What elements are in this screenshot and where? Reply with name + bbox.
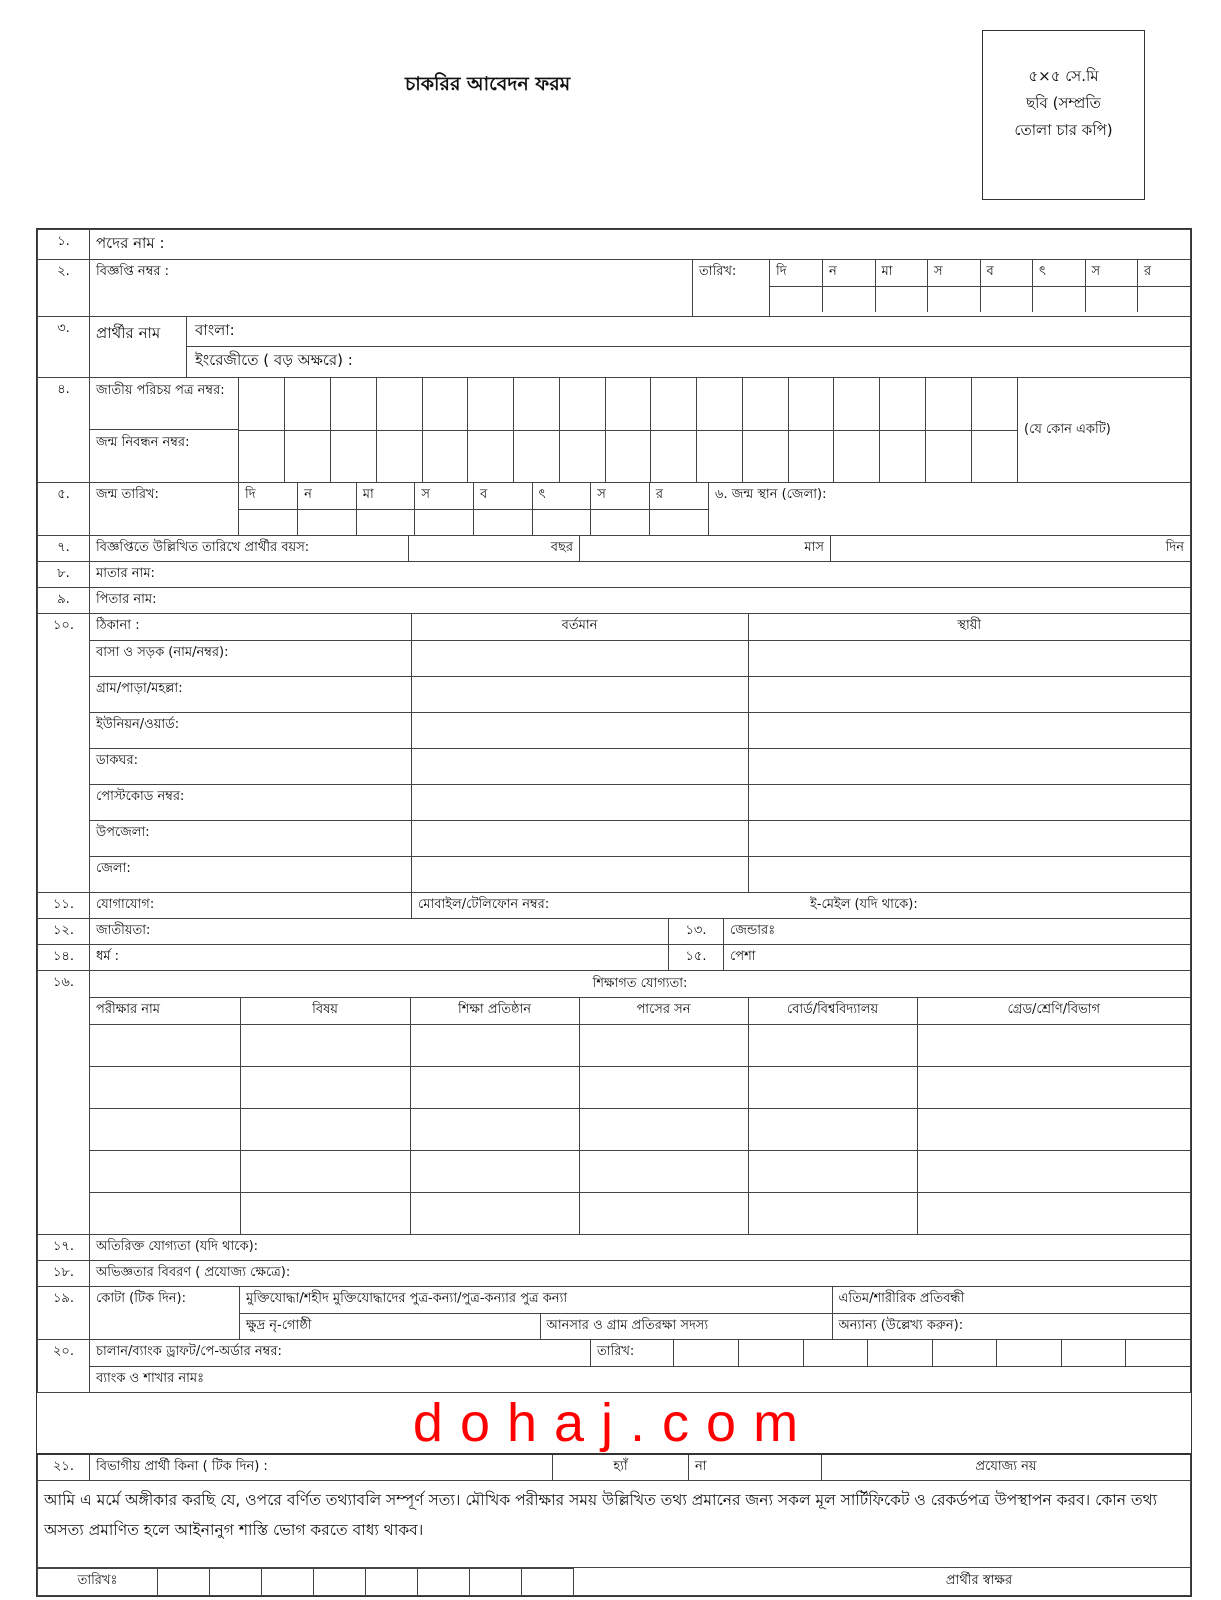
permanent-address-input[interactable] [748,712,1190,748]
date-cell-input[interactable] [1085,286,1138,312]
photo-note-1: ছবি (সম্প্রতি [1026,94,1101,112]
form-title: চাকরির আবেদন ফরম [405,73,571,95]
education-heading: শিক্ষাগত যোগ্যতা: [90,971,1190,998]
date-cell-input[interactable] [649,509,708,535]
date-cell-label: ন [823,260,876,286]
education-cell[interactable] [240,1192,410,1234]
present-address-input[interactable] [411,784,748,820]
date-cell-label: ৎ [1033,260,1086,286]
address-field-label: ইউনিয়ন/ওয়ার্ড: [90,712,411,748]
row-num: ১১. [38,893,90,919]
row-num: ১৪. [38,945,90,971]
occupation-field[interactable] [724,945,1191,970]
education-cell[interactable] [410,1108,579,1150]
nid-digit-cell[interactable] [834,378,880,430]
footer-date-cell[interactable] [470,1569,522,1595]
applicant-name-label: প্রার্থীর নাম [90,317,187,377]
phone-label: মোবাইল/টেলিফোন নম্বর: [418,897,550,912]
present-address-input[interactable] [411,640,748,676]
nid-digit-cell[interactable] [376,378,422,430]
education-cell[interactable] [917,1192,1190,1234]
education-cell[interactable] [748,1066,917,1108]
post-name-field[interactable] [90,230,1191,260]
date-cell-label: ব [474,483,533,509]
education-cell[interactable] [748,1150,917,1192]
education-cell[interactable] [917,1024,1190,1066]
birth-reg-digit-cell[interactable] [742,430,788,482]
challan-date-cell[interactable] [868,1340,933,1366]
date-cell-label: স [415,483,474,509]
education-cell[interactable] [579,1108,748,1150]
row-num: ৫. [38,483,90,536]
gender-field[interactable] [724,919,1191,944]
education-column-header: গ্রেড/শ্রেণি/বিভাগ [917,998,1190,1024]
education-cell[interactable] [410,1024,579,1066]
row-num: ৭. [38,536,90,562]
nid-digit-cell[interactable] [651,378,697,430]
birthplace-label: ৬. জন্ম স্থান (জেলা): [715,487,827,502]
row-num: ১. [38,230,90,260]
education-cell[interactable] [90,1192,240,1234]
birth-reg-digit-cell[interactable] [468,430,514,482]
age-years-field[interactable] [409,536,580,561]
birth-reg-digit-cell[interactable] [559,430,605,482]
form-table [37,229,1191,1596]
birth-reg-digit-cell[interactable] [239,430,285,482]
birth-reg-digit-cell[interactable] [880,430,926,482]
birth-reg-digit-cell[interactable] [605,430,651,482]
challan-date-cell[interactable] [932,1340,997,1366]
nid-digit-cell[interactable] [880,378,926,430]
permanent-address-input[interactable] [748,856,1190,892]
birth-reg-digit-cell[interactable] [925,430,971,482]
additional-qualification-label: অতিরিক্ত যোগ্যতা (যদি থাকে): [96,1239,259,1254]
birth-reg-digit-cell[interactable] [285,430,331,482]
nid-digit-cell[interactable] [971,378,1017,430]
date-cell-input[interactable] [356,509,415,535]
challan-number-field[interactable] [90,1340,591,1366]
education-column-header: পরীক্ষার নাম [90,998,240,1024]
footer-date-cell[interactable] [210,1569,262,1595]
occupation-label: পেশা [730,949,756,964]
education-cell[interactable] [240,1024,410,1066]
nid-digit-cell[interactable] [422,378,468,430]
nationality-field[interactable] [90,919,669,944]
date-cell-input[interactable] [823,286,876,312]
education-column-header: পাসের সন [579,998,748,1024]
address-row [90,784,1190,820]
footer-date-cell[interactable] [418,1569,470,1595]
address-field-label: উপজেলা: [90,820,411,856]
education-cell[interactable] [90,1024,240,1066]
signature-label: প্রার্থীর স্বাক্ষর [945,1572,1013,1588]
date-cell-label: র [1138,260,1191,286]
date-cell-input[interactable] [298,509,357,535]
nationality-label: জাতীয়তা: [96,923,151,938]
address-row [90,640,1190,676]
footer-date-cell[interactable] [522,1569,574,1595]
departmental-yes[interactable]: হ্যাঁ [553,1455,689,1480]
quota-others[interactable]: অন্যান্য (উল্লেখ্য করুন): [832,1313,1190,1339]
row-num: ৩. [38,317,90,378]
circular-number-label: বিজ্ঞপ্তি নম্বর : [96,264,170,279]
permanent-address-header: স্থায়ী [748,614,1190,640]
education-cell[interactable] [917,1066,1190,1108]
birth-reg-digit-cell[interactable] [971,430,1017,482]
nid-digit-cell[interactable] [331,378,377,430]
date-cell-input[interactable] [591,509,650,535]
email-label: ই-মেইল (যদি থাকে): [810,897,918,912]
date-cell-label: দি [239,483,298,509]
address-table [90,614,1190,892]
row-num: ৯. [38,588,90,614]
nid-digit-cell[interactable] [239,378,285,430]
address-field-label: বাসা ও সড়ক (নাম/নম্বর): [90,640,411,676]
education-cell[interactable] [240,1066,410,1108]
circular-number-field[interactable] [90,260,693,316]
footer-date-grid [158,1569,574,1595]
education-cell[interactable] [748,1024,917,1066]
contact-label: যোগাযোগ: [90,893,412,918]
challan-date-cell[interactable] [674,1340,739,1366]
birth-reg-digit-cell[interactable] [514,430,560,482]
birth-reg-digit-cell[interactable] [697,430,743,482]
name-bangla-label: বাংলা: [195,321,235,339]
additional-qualification-field[interactable] [90,1235,1191,1261]
date-cell-input[interactable] [474,509,533,535]
quota-label: কোটা (টিক দিন): [90,1287,240,1339]
address-field-label: পোস্টকোড নম্বর: [90,784,411,820]
date-cell-label: মা [356,483,415,509]
education-cell[interactable] [90,1150,240,1192]
row-num: ১০. [38,614,90,893]
quota-ethnic-minority[interactable]: ক্ষুদ্র নৃ-গোষ্ঠী [240,1313,540,1339]
id-number-grid [239,378,1017,482]
footer-date-cell[interactable] [366,1569,418,1595]
birth-reg-digit-cell[interactable] [651,430,697,482]
date-cell-input[interactable] [875,286,928,312]
bank-branch-field[interactable] [90,1367,1191,1393]
education-row [90,1108,1190,1150]
years-label: বছর [550,540,573,555]
date-cell-label: স [928,260,981,286]
nid-label: জাতীয় পরিচয় পত্র নম্বর: [90,378,238,430]
nid-digit-cell[interactable] [697,378,743,430]
row-num: ১২. [38,919,90,945]
row-num: ৪. [38,378,90,483]
education-cell[interactable] [410,1192,579,1234]
birth-date-label: জন্ম তারিখ: [90,483,239,535]
date-cell-input[interactable] [1138,286,1191,312]
date-cell-label: ব [980,260,1033,286]
nid-digit-cell[interactable] [925,378,971,430]
challan-number-label: চালান/ব্যাংক ড্রাফট/পে-অর্ডার নম্বর: [96,1344,282,1359]
any-one-note: (যে কোন একটি) [1018,378,1191,482]
mother-name-field[interactable] [90,562,1191,588]
date-cell-input[interactable] [980,286,1033,312]
challan-date-cell[interactable] [997,1340,1062,1366]
education-cell[interactable] [579,1066,748,1108]
watermark: dohaj.com [412,1393,816,1453]
row-num: ২. [38,260,90,317]
education-cell[interactable] [748,1108,917,1150]
declaration-text: আমি এ মর্মে অঙ্গীকার করছি যে, ওপরে বর্ণিত তথ্যাবলি সম্পূর্ণ সত্য। মৌখিক পরীক্ষার সময় উল্লিখিত তথ্য প্রমানের জন্য সকল মূল সার্টিফিকেট ও রেকর্ডপত্র উপস্থাপন করব। কোন তথ্য অসত্য প্রমাণিত হলে আইনানুগ শাস্তি ভোগ করতে বাধ্য থাকব। [38,1481,1191,1568]
departmental-label: বিভাগীয় প্রার্থী কিনা ( টিক দিন) : [90,1455,553,1480]
photo-note-2: তোলা চার কপি) [1014,121,1113,139]
name-bangla-field[interactable] [187,317,1190,347]
education-cell[interactable] [90,1108,240,1150]
address-row [90,748,1190,784]
quota-ansar-vdp[interactable]: আনসার ও গ্রাম প্রতিরক্ষা সদস্য [540,1313,832,1339]
row-num: ১৩. [669,919,724,944]
row-num: ১৬. [38,971,90,1235]
mother-name-label: মাতার নাম: [96,566,155,581]
nid-digit-cell[interactable] [468,378,514,430]
departmental-not-applicable[interactable]: প্রযোজ্য নয় [975,1459,1037,1474]
row-num: ১৮. [38,1261,90,1287]
education-cell[interactable] [410,1066,579,1108]
date-cell-label: মা [875,260,928,286]
date-cell-input[interactable] [415,509,474,535]
religion-field[interactable] [90,945,669,970]
gender-label: জেন্ডারঃ [730,923,776,938]
nid-digit-cell[interactable] [559,378,605,430]
date-cell-input[interactable] [1033,286,1086,312]
months-label: মাস [804,540,824,555]
birth-date-grid [239,483,708,535]
education-cell[interactable] [579,1024,748,1066]
email-field[interactable] [804,893,1190,918]
challan-date-cell[interactable] [739,1340,804,1366]
present-address-input[interactable] [411,676,748,712]
father-name-label: পিতার নাম: [96,592,157,607]
birth-reg-digit-cell[interactable] [834,430,880,482]
birth-reg-digit-cell[interactable] [376,430,422,482]
education-row [90,1024,1190,1066]
present-address-input[interactable] [411,712,748,748]
footer-date-cell[interactable] [314,1569,366,1595]
education-row [90,1066,1190,1108]
challan-date-grid [674,1340,1190,1366]
education-table [90,998,1190,1234]
quota-freedom-fighter[interactable]: মুক্তিযোদ্ধা/শহীদ মুক্তিযোদ্ধাদের পুত্র-কন্যা/পুত্র-কন্যার পুত্র কন্যা [240,1287,832,1313]
religion-label: ধর্ম : [96,949,120,964]
education-cell[interactable] [917,1150,1190,1192]
footer-date-cell[interactable] [262,1569,314,1595]
education-column-header: বোর্ড/বিশ্ববিদ্যালয় [748,998,917,1024]
phone-field[interactable] [412,893,805,918]
photo-size: ৫×৫ সে.মি [1028,67,1099,85]
date-cell-input[interactable] [532,509,591,535]
date-cell-label: ৎ [532,483,591,509]
education-column-header: শিক্ষা প্রতিষ্ঠান [410,998,579,1024]
education-cell[interactable] [917,1108,1190,1150]
date-label: তারিখ: [693,260,770,316]
date-cell-label: স [591,483,650,509]
birth-reg-label: জন্ম নিবন্ধন নম্বর: [96,435,190,450]
footer-date-cell[interactable] [158,1569,210,1595]
present-address-input[interactable] [411,820,748,856]
name-english-field[interactable] [187,347,1190,377]
nid-digit-cell[interactable] [788,378,834,430]
circular-date-grid [770,260,1190,312]
permanent-address-input[interactable] [748,748,1190,784]
birth-reg-digit-cell[interactable] [422,430,468,482]
challan-date-cell[interactable] [803,1340,868,1366]
date-cell-input[interactable] [770,286,823,312]
departmental-no[interactable]: না [689,1455,822,1480]
address-row [90,820,1190,856]
nid-digit-cell[interactable] [742,378,788,430]
age-days-field[interactable] [831,536,1191,561]
row-num: ২০. [38,1340,90,1367]
permanent-address-input[interactable] [748,820,1190,856]
photo-box [982,30,1145,200]
education-row [90,1192,1190,1234]
date-cell-label: র [649,483,708,509]
post-name-label: পদের নাম : [96,234,165,252]
application-form [36,228,1192,1597]
experience-label: অভিজ্ঞতার বিবরণ ( প্রযোজ্য ক্ষেত্রে): [96,1265,291,1280]
challan-date-cell[interactable] [1061,1340,1126,1366]
quota-orphan-disabled[interactable]: এতিম/শারীরিক প্রতিবন্ধী [832,1287,1190,1313]
address-field-label: জেলা: [90,856,411,892]
father-name-field[interactable] [90,588,1191,614]
challan-date-label: তারিখ: [591,1340,674,1366]
permanent-address-input[interactable] [748,784,1190,820]
education-cell[interactable] [579,1150,748,1192]
footer-date-label: তারিখঃ [38,1569,158,1596]
address-label: ঠিকানা : [90,614,411,640]
days-label: দিন [1165,540,1184,555]
birth-reg-digit-cell[interactable] [788,430,834,482]
date-cell-label: দি [770,260,823,286]
nid-digit-cell[interactable] [514,378,560,430]
experience-field[interactable] [90,1261,1191,1287]
address-row [90,712,1190,748]
row-num: ১৭. [38,1235,90,1261]
age-months-field[interactable] [580,536,831,561]
watermark-band [38,1393,1191,1455]
row-num: ১৫. [669,945,724,970]
age-label: বিজ্ঞপ্তিতে উল্লিখিত তারিখে প্রার্থীর বয়স: [90,536,409,561]
nid-digit-cell[interactable] [285,378,331,430]
address-row [90,676,1190,712]
education-row [90,1150,1190,1192]
row-num: ২১. [38,1454,90,1481]
education-cell[interactable] [90,1066,240,1108]
date-cell-label: ন [298,483,357,509]
birthplace-field[interactable] [709,483,1191,535]
present-address-input[interactable] [411,856,748,892]
challan-date-cell[interactable] [1126,1340,1191,1366]
address-field-label: ডাকঘর: [90,748,411,784]
birth-reg-digit-cell[interactable] [331,430,377,482]
date-cell-label: স [1085,260,1138,286]
education-cell[interactable] [410,1150,579,1192]
row-num-blank [38,1367,90,1393]
present-address-input[interactable] [411,748,748,784]
education-cell[interactable] [579,1192,748,1234]
date-cell-input[interactable] [928,286,981,312]
address-field-label: গ্রাম/পাড়া/মহল্লা: [90,676,411,712]
permanent-address-input[interactable] [748,676,1190,712]
permanent-address-input[interactable] [748,640,1190,676]
education-column-header: বিষয় [240,998,410,1024]
education-cell[interactable] [240,1108,410,1150]
education-cell[interactable] [240,1150,410,1192]
address-row [90,856,1190,892]
bank-branch-label: ব্যাংক ও শাখার নামঃ [96,1371,205,1386]
date-cell-input[interactable] [239,509,298,535]
name-english-label: ইংরেজীতে ( বড় অক্ষরে) : [195,351,353,369]
nid-digit-cell[interactable] [605,378,651,430]
education-cell[interactable] [748,1192,917,1234]
row-num: ৮. [38,562,90,588]
row-num: ১৯. [38,1287,90,1340]
present-address-header: বর্তমান [411,614,748,640]
